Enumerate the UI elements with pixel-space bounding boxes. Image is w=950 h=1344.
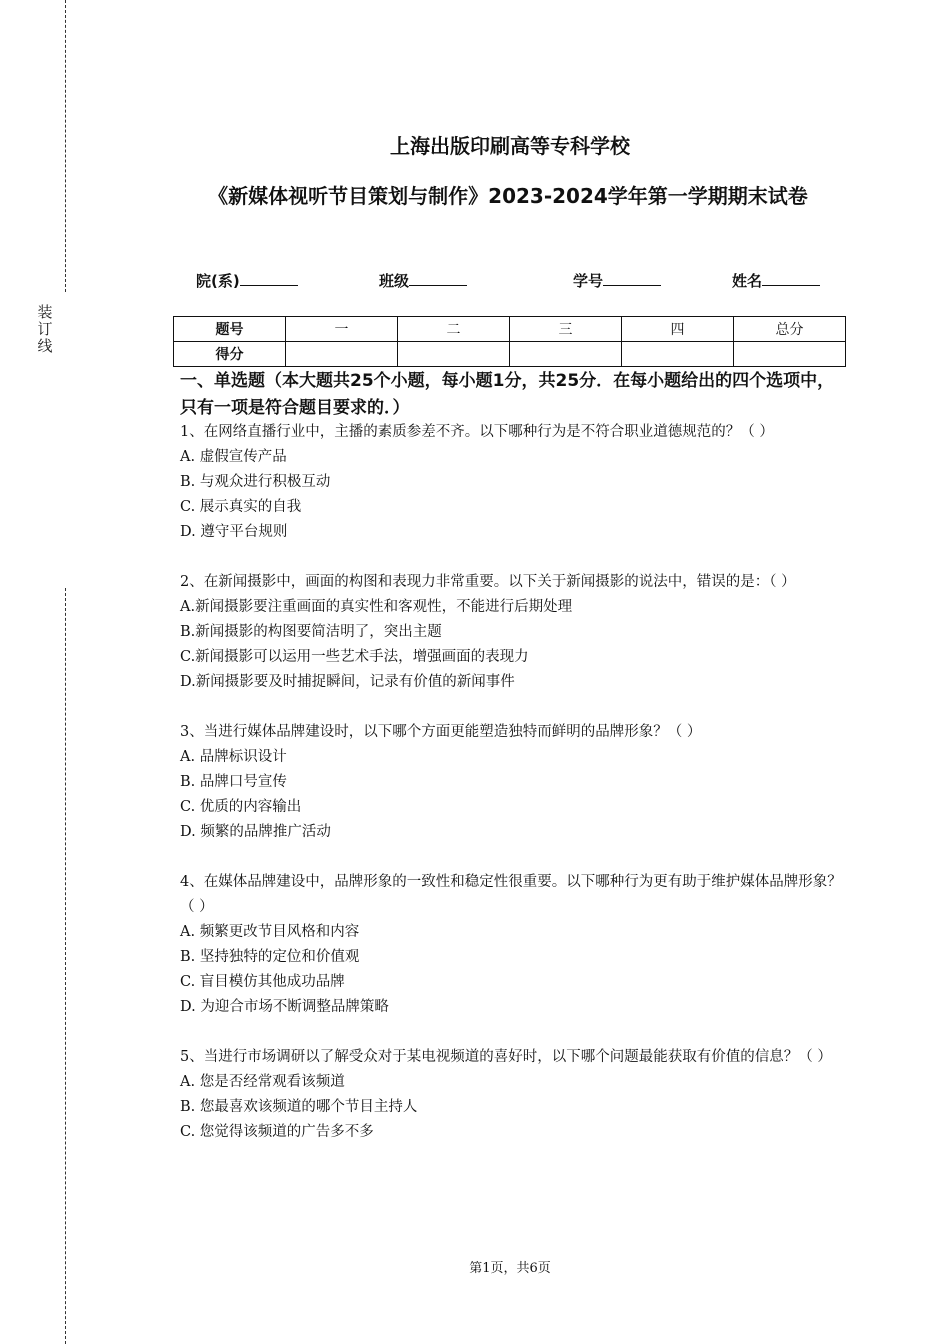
question-option: A. 频繁更改节目风格和内容: [180, 924, 360, 940]
info-field-label: 学号: [573, 272, 604, 290]
binding-label-char: 线: [37, 337, 53, 355]
question-option: A. 品牌标识设计: [180, 749, 287, 765]
question-option: A.新闻摄影要注重画面的真实性和客观性，不能进行后期处理: [180, 599, 573, 615]
question-option: B. 坚持独特的定位和价值观: [180, 949, 360, 965]
question-stem: 3、当进行媒体品牌建设时，以下哪个方面更能塑造独特而鲜明的品牌形象？（ ）: [180, 724, 702, 740]
question-option: C. 盲目模仿其他成功品牌: [180, 974, 345, 990]
info-field-class: [379, 269, 467, 291]
question-stem: 4、在媒体品牌建设中，品牌形象的一致性和稳定性很重要。以下哪种行为更有助于维护媒体品牌形象？（ ）: [180, 874, 842, 915]
binding-dashed-line-bottom: [65, 588, 66, 1344]
question-option: C.新闻摄影可以运用一些艺术手法，增强画面的表现力: [180, 649, 529, 665]
question-option: C. 优质的内容输出: [180, 799, 302, 815]
school-title: 上海出版印刷高等专科学校: [390, 134, 630, 158]
info-field-label: 姓名: [732, 272, 763, 290]
score-cell[interactable]: [622, 342, 734, 367]
info-field-label: 班级: [379, 272, 410, 290]
info-field-name: [732, 269, 820, 291]
info-field-blank[interactable]: [603, 269, 661, 286]
question-option: A. 虚假宣传产品: [180, 449, 287, 465]
score-cell[interactable]: [398, 342, 510, 367]
question-stem: 2、在新闻摄影中，画面的构图和表现力非常重要。以下关于新闻摄影的说法中，错误的是：（ ）: [180, 574, 796, 590]
score-table-header-cell: 二: [398, 317, 510, 342]
page-number-footer: 第1页，共6页: [469, 1261, 551, 1276]
score-table-header-cell: 总分: [734, 317, 846, 342]
question-option: B. 品牌口号宣传: [180, 774, 287, 790]
question-option: D.新闻摄影要及时捕捉瞬间，记录有价值的新闻事件: [180, 674, 515, 690]
question-item: [180, 420, 848, 545]
score-table-header-cell: 题号: [174, 317, 286, 342]
student-info-row: [0, 269, 950, 293]
question-option: D. 为迎合市场不断调整品牌策略: [180, 999, 389, 1015]
score-table-score-label: 得分: [174, 342, 286, 367]
question-option: C. 您觉得该频道的广告多不多: [180, 1124, 374, 1140]
question-item: [180, 1045, 848, 1145]
score-table-header-cell: 四: [622, 317, 734, 342]
score-table-header-row: [174, 317, 846, 342]
score-table-score-row: [174, 342, 846, 367]
binding-label-char: 订: [37, 320, 53, 338]
info-field-blank[interactable]: [762, 269, 820, 286]
info-field-department: [196, 269, 298, 291]
score-cell[interactable]: [286, 342, 398, 367]
score-cell[interactable]: [734, 342, 846, 367]
score-table-header-cell: 一: [286, 317, 398, 342]
question-option: D. 频繁的品牌推广活动: [180, 824, 331, 840]
question-list: [180, 420, 848, 1170]
binding-label: [36, 304, 54, 355]
question-stem: 1、在网络直播行业中，主播的素质参差不齐。以下哪种行为是不符合职业道德规范的？（ ）: [180, 424, 774, 440]
section-heading: 一、单选题（本大题共25个小题，每小题1分，共25分．在每小题给出的四个选项中，只有一项是符合题目要求的．）: [180, 371, 835, 418]
score-table: [173, 316, 846, 367]
question-option: D. 遵守平台规则: [180, 524, 288, 540]
binding-label-char: 装: [37, 303, 53, 321]
score-table-header-cell: 三: [510, 317, 622, 342]
info-field-student-id: [573, 269, 661, 291]
question-item: [180, 870, 848, 1020]
info-field-label: 院(系): [196, 272, 240, 290]
info-field-blank[interactable]: [240, 269, 298, 286]
exam-title: 《新媒体视听节目策划与制作》2023-2024学年第一学期期末试卷: [208, 184, 808, 208]
question-item: [180, 570, 848, 695]
score-cell[interactable]: [510, 342, 622, 367]
question-item: [180, 720, 848, 845]
question-option: B. 与观众进行积极互动: [180, 474, 331, 490]
info-field-blank[interactable]: [409, 269, 467, 286]
question-option: B.新闻摄影的构图要简洁明了，突出主题: [180, 624, 442, 640]
question-stem: 5、当进行市场调研以了解受众对于某电视频道的喜好时，以下哪个问题最能获取有价值的信息？（ ）: [180, 1049, 832, 1065]
question-option: C. 展示真实的自我: [180, 499, 302, 515]
question-option: A. 您是否经常观看该频道: [180, 1074, 345, 1090]
question-option: B. 您最喜欢该频道的哪个节目主持人: [180, 1099, 418, 1115]
